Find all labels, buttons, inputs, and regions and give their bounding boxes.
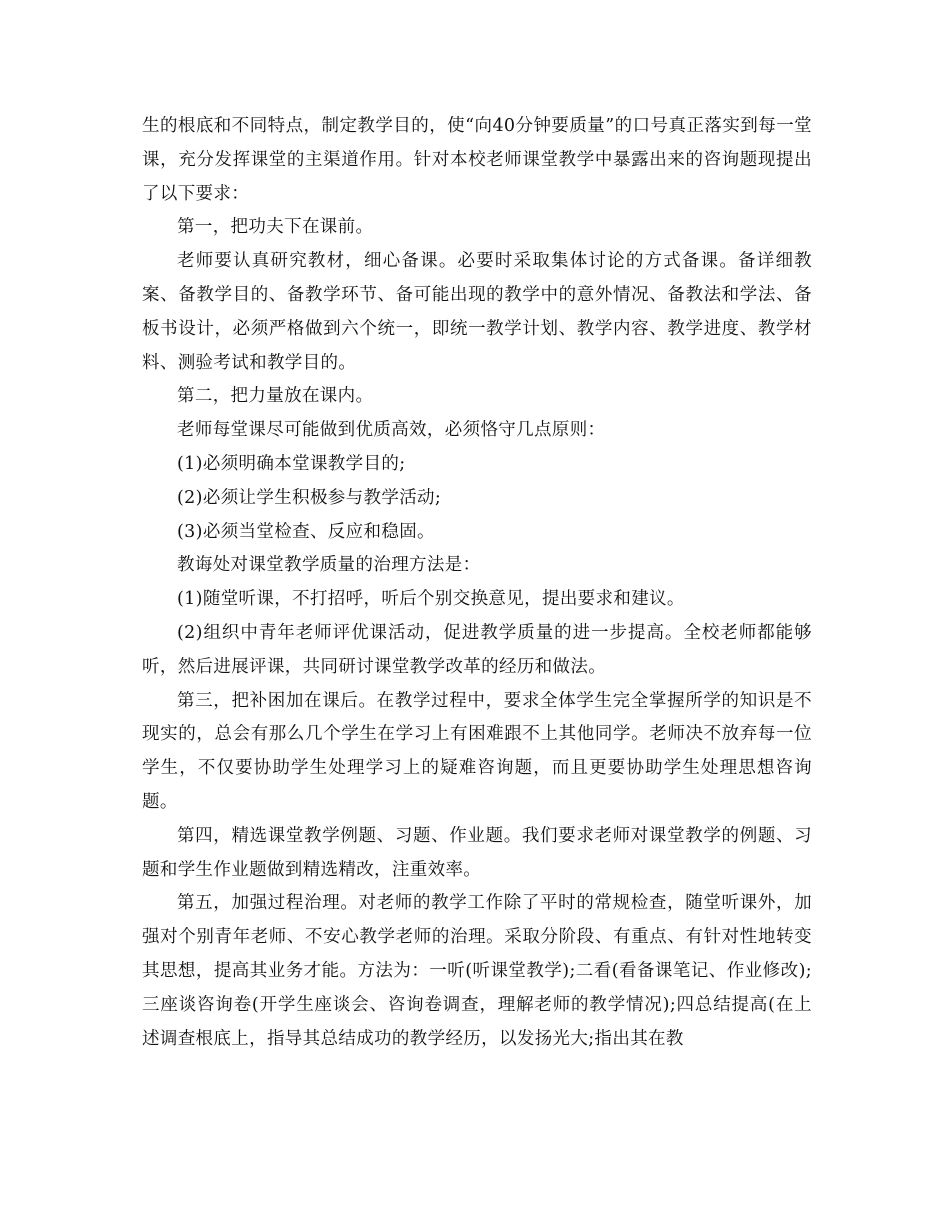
paragraph-13: 第五，加强过程治理。对老师的教学工作除了平时的常规检查，随堂听课外，加强对个别青年老师、不安心教学老师的治理。采取分阶段、有重点、有针对性地转变其思想，提高其业务才能。方法为：一听(听课堂教学);二看(看备课笔记、作业修改);三座谈咨询卷(开学生座谈会、咨询卷调查，理解老师的教学情况);四总结提高(在上述调查根底上，指导其总结成功的教学经历，以发扬光大;指出其在教 <box>142 893 812 1049</box>
paragraph-3: 第二，把力量放在课内。 <box>177 386 374 407</box>
paragraph-10: (2)组织中青年老师评优课活动，促进教学质量的进一步提高。全校老师都能够听，然后进展评课，共同研讨课堂教学改革的经历和做法。 <box>142 622 812 677</box>
paragraph-5: (1)必须明确本堂课教学目的; <box>177 453 406 474</box>
paragraph-12: 第四，精选课堂教学例题、习题、作业题。我们要求老师对课堂教学的例题、习题和学生作业题做到精选精改，注重效率。 <box>142 825 812 880</box>
paragraph-9: (1)随堂听课，不打招呼，听后个别交换意见，提出要求和建议。 <box>177 589 685 610</box>
paragraph-6: (2)必须让学生积极参与教学活动; <box>177 487 442 508</box>
paragraph-1: 第一，把功夫下在课前。 <box>177 217 374 238</box>
paragraph-4: 老师每堂课尽可能做到优质高效，必须恪守几点原则： <box>177 420 606 441</box>
paragraph-8: 教诲处对课堂教学质量的治理方法是： <box>177 555 481 576</box>
paragraph-2: 老师要认真研究教材，细心备课。必要时采取集体讨论的方式备课。备详细教案、备教学目的、备教学环节、备可能出现的教学中的意外情况、备教法和学法、备板书设计，必须严格做到六个统一，即统一教学计划、教学内容、教学进度、教学材料、测验考试和教学目的。 <box>142 251 812 373</box>
paragraph-11: 第三，把补困加在课后。在教学过程中，要求全体学生完全掌握所学的知识是不现实的，总会有那么几个学生在学习上有困难跟不上其他同学。老师决不放弃每一位学生，不仅要协助学生处理学习上的疑难咨询题，而且更要协助学生处理思想咨询题。 <box>142 690 812 812</box>
body-text <box>142 110 812 1056</box>
paragraph-0: 生的根底和不同特点，制定教学目的，使“向40分钟要质量”的口号真正落实到每一堂课，充分发挥课堂的主渠道作用。针对本校老师课堂教学中暴露出来的咨询题现提出了以下要求： <box>142 116 812 204</box>
paragraph-7: (3)必须当堂检查、反应和稳固。 <box>177 521 435 542</box>
